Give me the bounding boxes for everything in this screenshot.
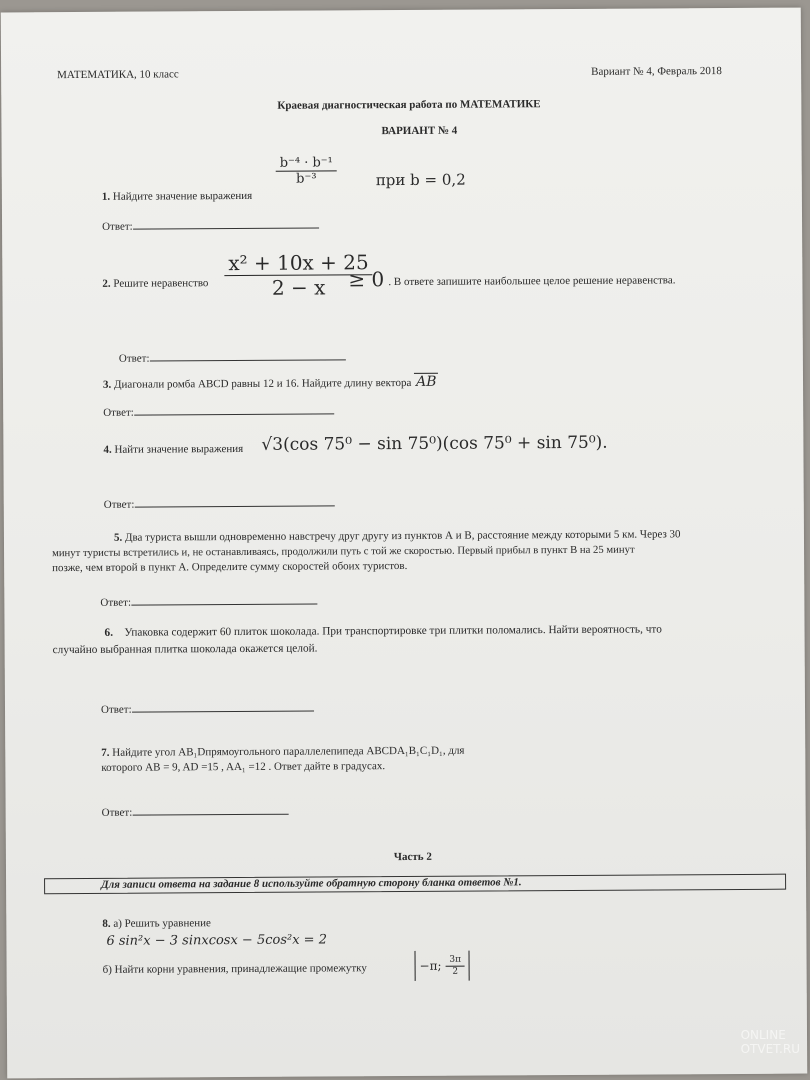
q8-number: 8. (102, 917, 111, 930)
q5-text-3: позже, чем второй в пункт А. Определите сумму скоростей обоих туристов. (52, 559, 408, 575)
q1-condition: при b = 0,2 (375, 170, 466, 190)
answer-line[interactable] (149, 349, 345, 361)
q8-interval-left: −π; (419, 958, 442, 973)
watermark-line1: ONLINE (740, 1028, 786, 1042)
q2-tail: . В ответе запишите наибольшее целое решение неравенства. (388, 274, 676, 289)
q8-interval-num: 3π (449, 954, 462, 965)
q8-interval-fraction (445, 955, 465, 978)
q1-denominator: b⁻³ (276, 170, 337, 186)
q2-answer (119, 349, 346, 364)
q5-line1 (114, 528, 681, 543)
q8-interval (414, 951, 470, 981)
q7-answer (102, 804, 289, 819)
q7-text-1: Найдите угол AB₁Dпрямоугольного параллелепипеда ABCDA₁B₁C₁D₁, для (112, 744, 465, 759)
part2-title: Часть 2 (393, 850, 432, 864)
answer-line[interactable] (132, 804, 288, 816)
watermark (741, 1028, 800, 1056)
q4-expression: √3(cos 75⁰ − sin 75⁰)(cos 75⁰ + sin 75⁰). (261, 432, 608, 455)
q8-part-a: а) Решить уравнение (113, 917, 211, 930)
answer-label: Ответ: (103, 498, 135, 511)
q7-line1 (101, 745, 464, 759)
header-subject: МАТЕМАТИКА, 10 класс (57, 68, 179, 82)
header-variant-info: Вариант № 4, Февраль 2018 (591, 65, 722, 78)
answer-label: Ответ: (118, 352, 150, 365)
q1-text (102, 190, 252, 203)
q5-text-1: Два туриста вышли одновременно навстречу друг другу из пунктов А и В, расстояние между которыми 5 км. Через 30 (124, 528, 681, 544)
q3-prompt-wrap (103, 374, 439, 392)
q1-number: 1. (101, 190, 111, 203)
watermark-line2: OTVET.RU (740, 1042, 800, 1056)
q6-text-2: случайно выбранная плитка шоколада окажется целой. (52, 642, 318, 657)
q2-numerator: x² + 10x + 25 (228, 250, 369, 276)
document-sheet (1, 8, 807, 1079)
q3-answer (103, 403, 334, 418)
q3-vector: AB (414, 373, 439, 390)
page-title: Краевая диагностическая работа по МАТЕМАТИКЕ (277, 98, 541, 112)
answer-label: Ответ: (100, 703, 132, 716)
q4-answer (104, 495, 335, 510)
q2-denominator: 2 − x (224, 274, 373, 300)
q8-equation: 6 sin²x − 3 sinxcosx − 5cos²x = 2 (106, 932, 328, 949)
q7-text-2: которого AB = 9, AD =15 , AA₁ =12 . Ответ дайте в градусах. (101, 760, 386, 774)
answer-line[interactable] (133, 218, 319, 230)
answer-label: Ответ: (102, 220, 133, 233)
q4-number: 4. (103, 443, 112, 456)
q4-prompt-wrap (103, 443, 243, 456)
q5-text-2: минут туристы встретились и, не останавливаясь, продолжили путь с той же скоростью. Первый прибыл в пункт В на 25 минут (52, 543, 635, 560)
answer-label: Ответ: (100, 596, 132, 609)
q5-answer (100, 594, 317, 609)
q8-line-a (102, 917, 211, 930)
variant-heading: ВАРИАНТ № 4 (381, 124, 458, 138)
answer-label: Ответ: (101, 806, 133, 819)
q6-line1 (105, 623, 662, 638)
q1-answer (102, 218, 319, 233)
q7-number: 7. (101, 746, 110, 759)
q3-number: 3. (102, 378, 112, 391)
q1-numerator: b⁻⁴ · b⁻¹ (279, 155, 333, 171)
q6-text-1: Упаковка содержит 60 плиток шоколада. При транспортировке три плитки поломались. Найти вероятность, что (124, 623, 662, 639)
q1-fraction (276, 155, 337, 186)
q2-number: 2. (102, 277, 111, 290)
q3-prompt: Диагонали ромба ABCD равны 12 и 16. Найдите длину вектора (113, 376, 412, 391)
q6-number: 6. (104, 626, 114, 639)
answer-line[interactable] (131, 594, 317, 606)
q4-prompt: Найти значение выражения (114, 442, 244, 456)
q8-part-b: б) Найти корни уравнения, принадлежащие промежутку (102, 962, 367, 976)
q5-number: 5. (113, 531, 123, 544)
answer-line[interactable] (134, 403, 334, 415)
answer-line[interactable] (134, 495, 334, 507)
part2-note-box (44, 874, 786, 895)
q6-answer (101, 701, 314, 716)
answer-line[interactable] (132, 701, 314, 713)
q8-interval-den: 2 (445, 966, 465, 978)
q1-prompt: Найдите значение выражения (112, 189, 253, 203)
q2-prompt: Решите неравенство (113, 277, 209, 290)
q2-prompt-wrap (102, 277, 208, 290)
part2-note: Для записи ответа на задание 8 используйте обратную сторону бланка ответов №1. (101, 876, 522, 891)
answer-label: Ответ: (103, 406, 134, 419)
q2-relation: ≥ 0 (348, 267, 385, 292)
